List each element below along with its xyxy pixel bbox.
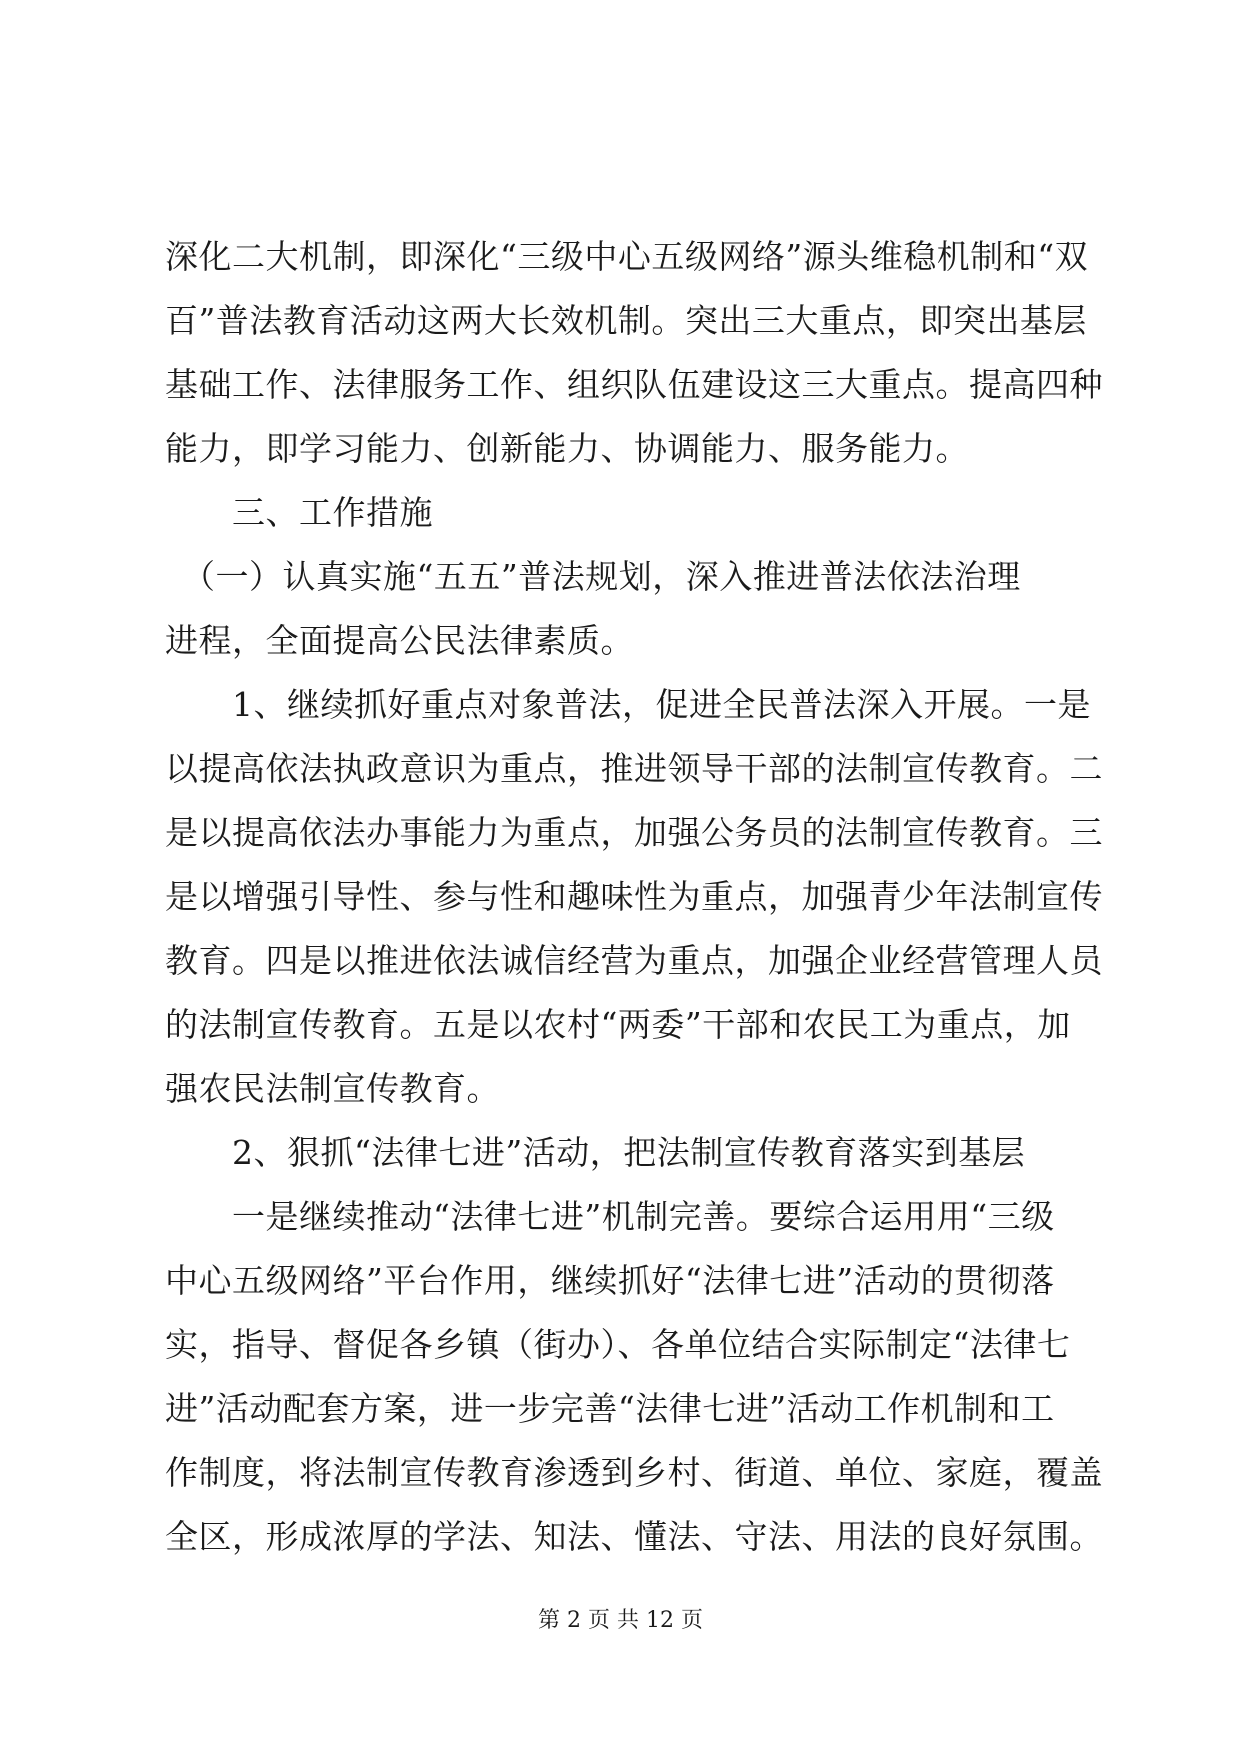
- text-line: 2、狠抓“法律七进”活动，把法制宣传教育落实到基层: [165, 1133, 1026, 1172]
- text-line: 是以提高依法办事能力为重点，加强公务员的法制宣传教育。三: [165, 813, 1103, 852]
- text-line: 的法制宣传教育。五是以农村“两委”干部和农民工为重点，加: [165, 1005, 1071, 1044]
- text-line: 能力，即学习能力、创新能力、协调能力、服务能力。: [165, 429, 969, 468]
- text-line: 强农民法制宣传教育。: [165, 1069, 500, 1108]
- text-line: 中心五级网络”平台作用，继续抓好“法律七进”活动的贯彻落: [165, 1261, 1055, 1300]
- text-line: 以提高依法执政意识为重点，推进领导干部的法制宣传教育。二: [165, 749, 1103, 788]
- page-footer: 第 2 页 共 12 页: [538, 1608, 703, 1633]
- text-line: 基础工作、法律服务工作、组织队伍建设这三大重点。提高四种: [165, 365, 1103, 404]
- text-line: 全区，形成浓厚的学法、知法、懂法、守法、用法的良好氛围。: [165, 1517, 1103, 1556]
- text-line: 一是继续推动“法律七进”机制完善。要综合运用用“三级: [165, 1197, 1055, 1236]
- text-line: 百”普法教育活动这两大长效机制。突出三大重点，即突出基层: [165, 301, 1087, 340]
- text-line: 实，指导、督促各乡镇（街办）、各单位结合实际制定“法律七: [165, 1325, 1071, 1364]
- text-line: 教育。四是以推进依法诚信经营为重点，加强企业经营管理人员: [165, 941, 1103, 980]
- text-line: 进程，全面提高公民法律素质。: [165, 621, 634, 660]
- text-line: 1、继续抓好重点对象普法，促进全民普法深入开展。一是: [165, 685, 1091, 724]
- text-line: 深化二大机制，即深化“三级中心五级网络”源头维稳机制和“双: [165, 237, 1089, 276]
- document-body: [165, 225, 1103, 1569]
- text-line: 作制度，将法制宣传教育渗透到乡村、街道、单位、家庭，覆盖: [165, 1453, 1103, 1492]
- text-line: （一）认真实施“五五”普法规划，深入推进普法依法治理: [165, 557, 1021, 596]
- text-line: 进”活动配套方案，进一步完善“法律七进”活动工作机制和工: [165, 1389, 1055, 1428]
- text-line: 三、工作措施: [165, 493, 433, 532]
- text-line: 是以增强引导性、参与性和趣味性为重点，加强青少年法制宣传: [165, 877, 1103, 916]
